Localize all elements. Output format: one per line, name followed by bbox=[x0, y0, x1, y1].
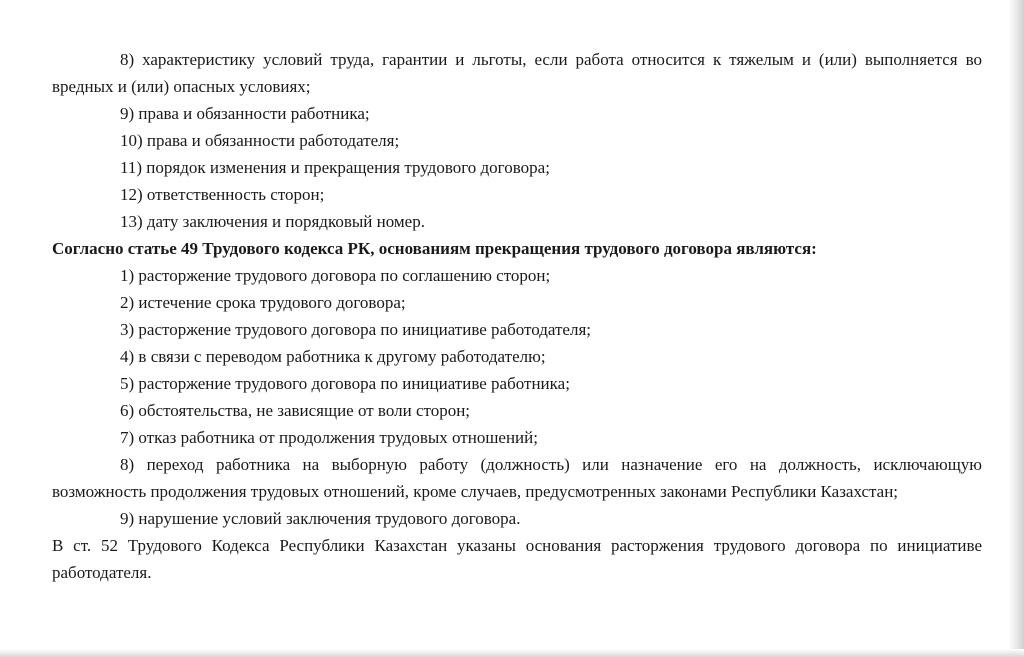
list-item-top-8: 8) характеристику условий труда, гарантии и льготы, если работа относится к тяжелым и (или) выполняется во вредных и (или) опасных условиях; bbox=[52, 50, 982, 96]
list-item-7: 7) отказ работника от продолжения трудовых отношений; bbox=[120, 428, 538, 447]
list-item-top-9: 9) права и обязанности работника; bbox=[120, 104, 370, 123]
list-item-top-12: 12) ответственность сторон; bbox=[120, 185, 325, 204]
list-item-1: 1) расторжение трудового договора по соглашению сторон; bbox=[120, 266, 551, 285]
list-item-top-13: 13) дату заключения и порядковый номер. bbox=[120, 212, 425, 231]
list-item-5: 5) расторжение трудового договора по инициативе работника; bbox=[120, 374, 570, 393]
document-page bbox=[52, 46, 982, 586]
list-item-8: 8) переход работника на выборную работу (должность) или назначение его на должность, исключающую возможность продолжения трудовых отношений, кроме случаев, предусмотренных законами Республики Казахстан; bbox=[52, 455, 982, 501]
closing-paragraph: В ст. 52 Трудового Кодекса Республики Казахстан указаны основания расторжения трудового договора по инициативе работодателя. bbox=[52, 536, 982, 582]
list-item-6: 6) обстоятельства, не зависящие от воли сторон; bbox=[120, 401, 471, 420]
list-item-top-11: 11) порядок изменения и прекращения трудового договора; bbox=[120, 158, 550, 177]
list-item-2: 2) истечение срока трудового договора; bbox=[120, 293, 406, 312]
page-edge-shadow-right bbox=[1008, 0, 1024, 657]
list-item-top-10: 10) права и обязанности работодателя; bbox=[120, 131, 400, 150]
list-item-4: 4) в связи с переводом работника к другому работодателю; bbox=[120, 347, 546, 366]
list-item-9: 9) нарушение условий заключения трудового договора. bbox=[120, 509, 521, 528]
section-heading: Согласно статье 49 Трудового кодекса РК, основаниям прекращения трудового договора являются: bbox=[52, 239, 817, 258]
list-item-3: 3) расторжение трудового договора по инициативе работодателя; bbox=[120, 320, 592, 339]
page-edge-shadow-bottom bbox=[0, 649, 1024, 657]
